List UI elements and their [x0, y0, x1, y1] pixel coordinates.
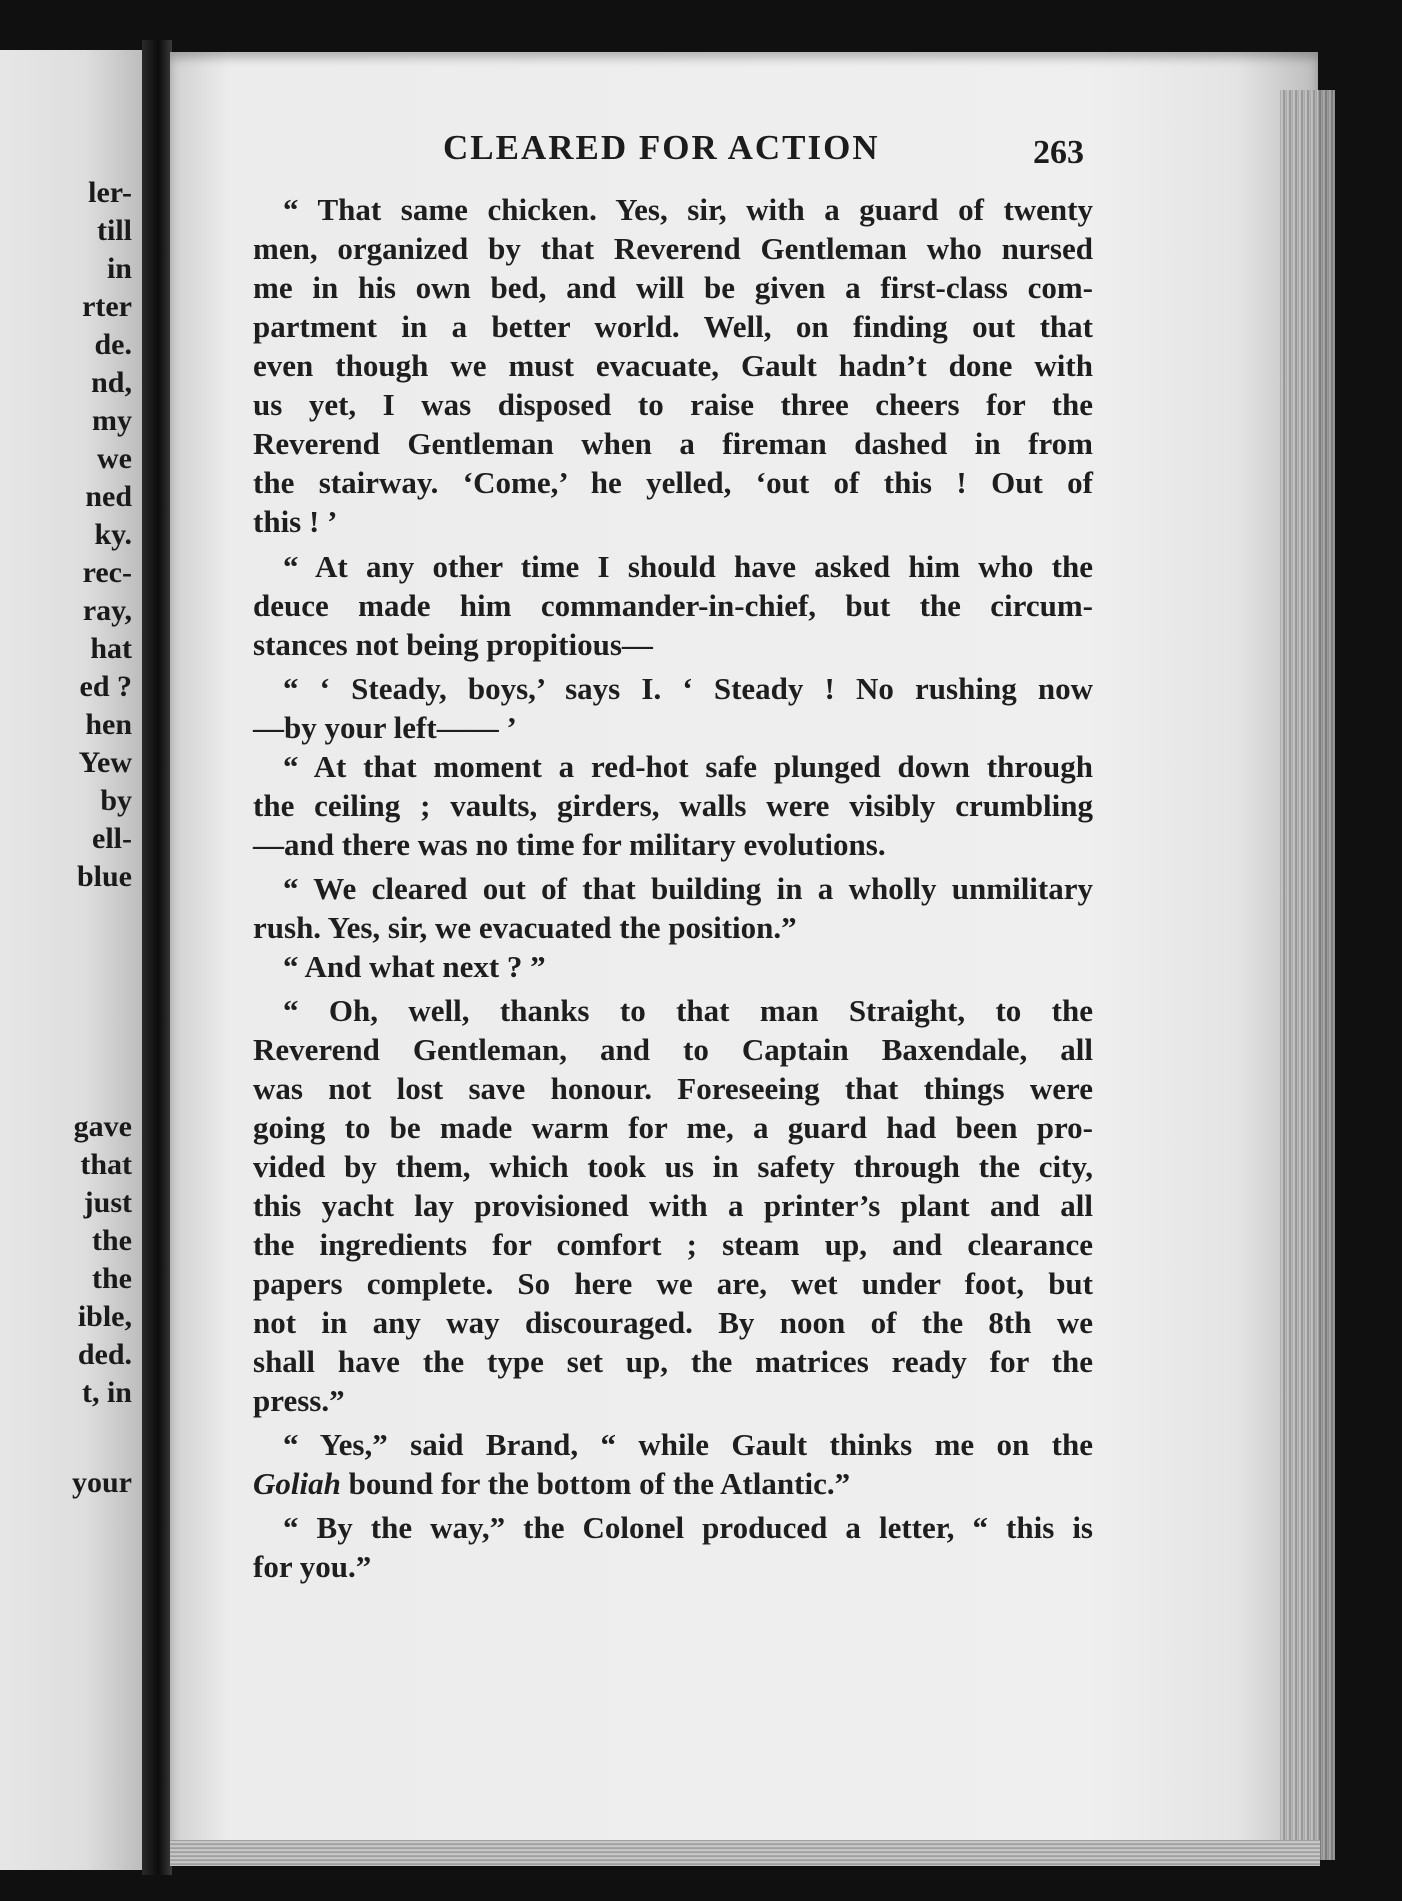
fragment-line: by — [100, 784, 132, 817]
fragment-line: your — [72, 1466, 132, 1499]
text-line: press.” — [253, 1383, 345, 1418]
text-line: —by your left—— ’ — [253, 710, 517, 745]
text-line: “ At that moment a red-hot safe plunged down through — [283, 749, 1093, 784]
text-line: stances not being propitious— — [253, 627, 653, 662]
fragment-line: de. — [94, 328, 132, 361]
fragment-line: ed ? — [79, 670, 132, 703]
text-line: Reverend Gentleman when a fireman dashed in from — [253, 426, 1093, 461]
text-line: this ! ’ — [253, 504, 338, 539]
fragment-line: t, in — [81, 1376, 132, 1409]
text-line-continuation: bound for the bottom of the Atlantic.” — [340, 1466, 851, 1501]
text-line — [253, 1467, 1093, 1501]
fragment-line: ded. — [77, 1338, 132, 1371]
fragment-line: ky. — [94, 518, 132, 551]
text-line: rush. Yes, sir, we evacuated the position.” — [253, 910, 797, 945]
fragment-line: the — [92, 1224, 132, 1257]
page-stack-edge-bottom — [170, 1840, 1320, 1866]
ship-name: Goliah — [253, 1466, 341, 1501]
text-line: the ingredients for comfort ; steam up, and clearance — [253, 1227, 1093, 1262]
text-line: men, organized by that Reverend Gentleman who nursed — [253, 231, 1093, 266]
fragment-line: gave — [73, 1110, 132, 1143]
fragment-line: hat — [90, 632, 132, 665]
text-line: “ ‘ Steady, boys,’ says I. ‘ Steady ! No rushing now — [283, 671, 1093, 706]
text-line: even though we must evacuate, Gault hadn’t done with — [253, 348, 1093, 383]
fragment-line: ned — [85, 480, 132, 513]
text-line: me in his own bed, and will be given a first-class com- — [253, 270, 1093, 305]
fragment-line: rec- — [82, 556, 132, 589]
text-line: shall have the type set up, the matrices ready for the — [253, 1344, 1093, 1379]
fragment-line: ell- — [92, 822, 132, 855]
fragment-line: the — [92, 1262, 132, 1295]
fragment-line: ler- — [88, 176, 132, 209]
text-line: this yacht lay provisioned with a printer’s plant and all — [253, 1188, 1093, 1223]
text-line: us yet, I was disposed to raise three cheers for the — [253, 387, 1093, 422]
text-line: for you.” — [253, 1549, 372, 1584]
book-gutter — [142, 40, 172, 1875]
text-line: “ At any other time I should have asked him who the — [283, 549, 1093, 584]
text-line: “ And what next ? ” — [283, 949, 546, 984]
fragment-line: we — [97, 442, 132, 475]
text-line: the stairway. ‘Come,’ he yelled, ‘out of this ! Out of — [253, 465, 1093, 500]
fragment-line: Yew — [78, 746, 132, 779]
previous-page-fragment — [0, 50, 142, 1870]
running-head: CLEARED FOR ACTION — [443, 128, 880, 167]
text-line: deuce made him commander-in-chief, but the circum- — [253, 588, 1093, 623]
fragment-line: rter — [82, 290, 132, 323]
text-line: was not lost save honour. Foreseeing that things were — [253, 1071, 1093, 1106]
text-line: “ By the way,” the Colonel produced a letter, “ this is — [283, 1510, 1093, 1545]
text-line: vided by them, which took us in safety through the city, — [253, 1149, 1093, 1184]
fragment-line: hen — [85, 708, 132, 741]
fragment-line: ray, — [82, 594, 132, 627]
fragment-line: ible, — [77, 1300, 132, 1333]
text-line: “ Oh, well, thanks to that man Straight, to the — [283, 993, 1093, 1028]
text-line: going to be made warm for me, a guard had been pro- — [253, 1110, 1093, 1145]
text-line: partment in a better world. Well, on finding out that — [253, 309, 1093, 344]
fragment-line: my — [92, 404, 132, 437]
text-line: Reverend Gentleman, and to Captain Baxendale, all — [253, 1032, 1093, 1067]
fragment-line: blue — [76, 860, 132, 893]
fragment-line: just — [83, 1186, 132, 1219]
text-line: “ We cleared out of that building in a wholly unmilitary — [283, 871, 1093, 906]
text-line: “ That same chicken. Yes, sir, with a guard of twenty — [283, 192, 1093, 227]
fragment-line: that — [80, 1148, 132, 1181]
fragment-line: nd, — [91, 366, 132, 399]
text-line: papers complete. So here we are, wet under foot, but — [253, 1266, 1093, 1301]
text-line: “ Yes,” said Brand, “ while Gault thinks me on the — [283, 1427, 1093, 1462]
text-line: —and there was no time for military evolutions. — [253, 827, 886, 862]
page-stack-edge-right — [1280, 90, 1335, 1860]
text-line: the ceiling ; vaults, girders, walls were visibly crumbling — [253, 788, 1093, 823]
fragment-line: till — [97, 214, 132, 247]
text-line: not in any way discouraged. By noon of the 8th we — [253, 1305, 1093, 1340]
fragment-line: in — [106, 252, 132, 285]
page-number: 263 — [1033, 134, 1084, 171]
